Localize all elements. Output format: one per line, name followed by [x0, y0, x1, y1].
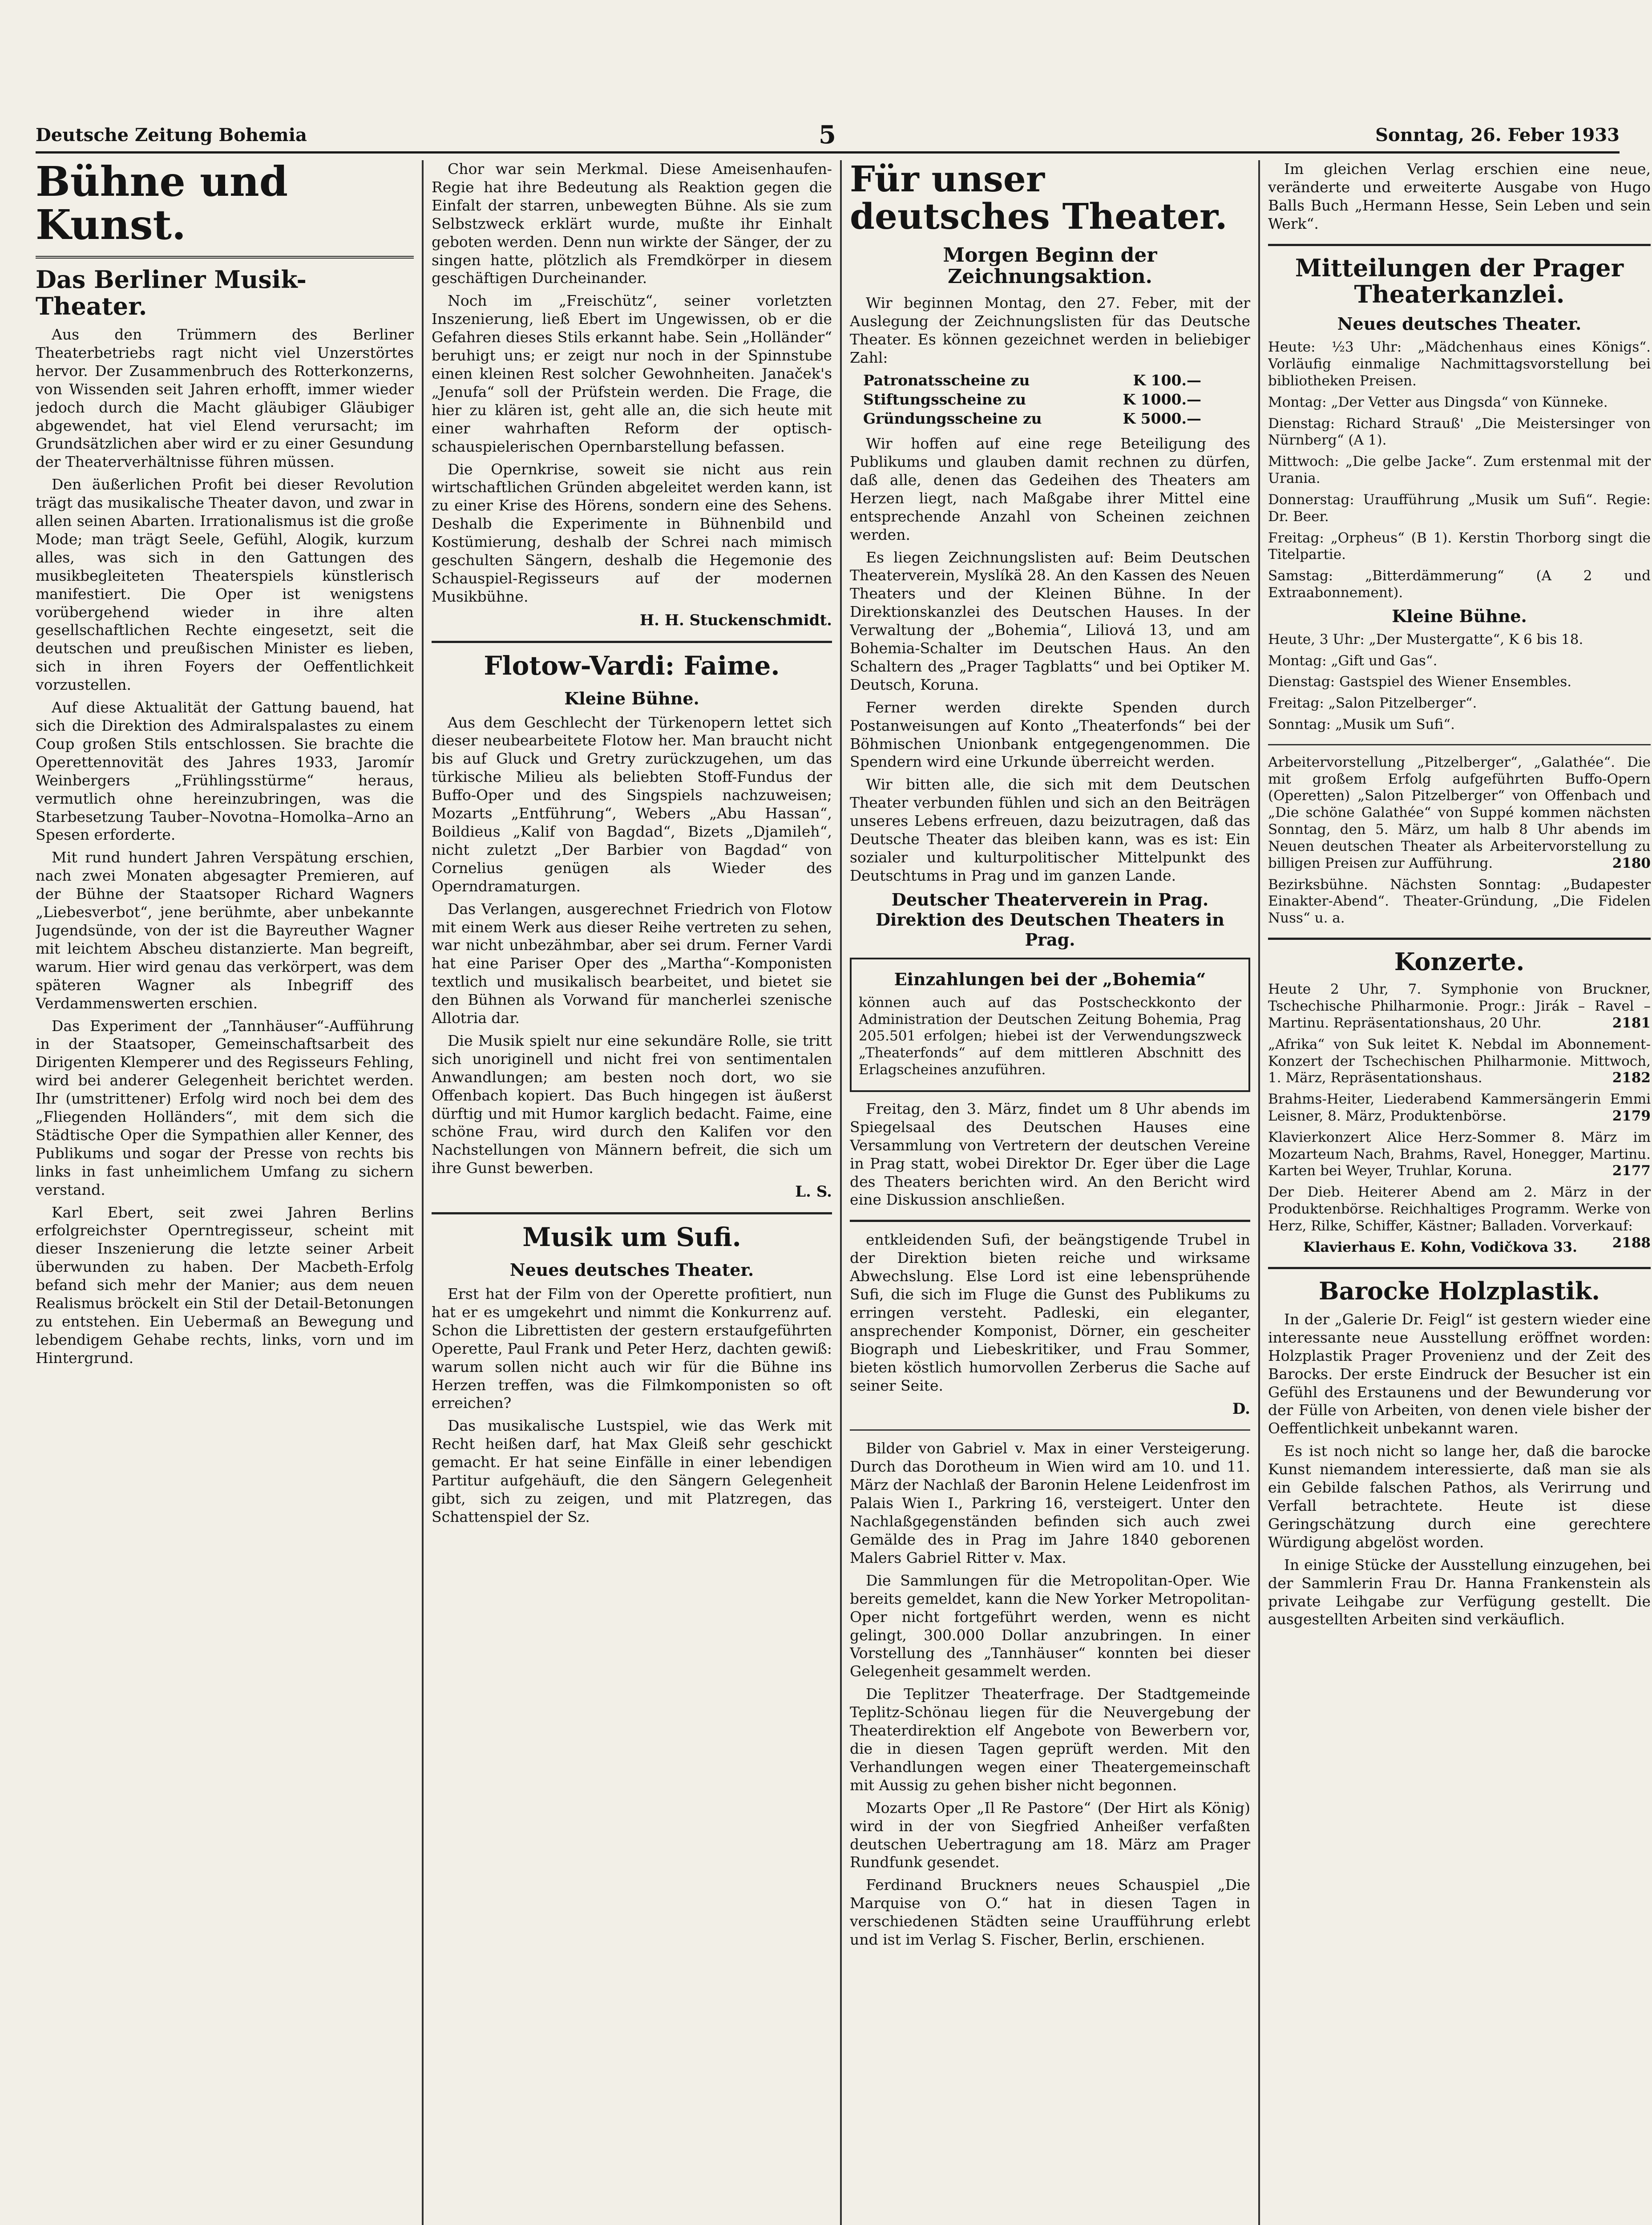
program-item: Donnerstag: Uraufführung „Musik um Sufi“. Regie: Dr. Beer.: [1268, 491, 1651, 525]
price-line: [863, 409, 1201, 429]
article-paragraph: entkleidenden Sufi, der beängstigende Trubel in der Direktion bieten reiche und wirksame Abwechslung. Else Lord ist eine lebensprühende Sufi, die sich im Fluge die Gunst des Publikums zu erringen versteht. Padleski, ein eleganter, ansprechender Komponist, Dörner, ein gescheiter Biograph und Liebeskritiker, und Frau Sommer, bieten köstlich humorvollen Zerberus die Sache auf seiner Seite.: [850, 1231, 1250, 1394]
column-rule: [422, 160, 424, 2225]
article-subtitle: Neues deutsches Theater.: [509, 1260, 754, 1280]
meeting-notice: Freitag, den 3. März, findet um 8 Uhr abends im Spiegelsaal des Deutschen Hauses eine Versammlung von Vertretern der deutschen Vereine in Prag statt, wobei Direktor Dr. Eger über die Lage des Theaters berichten wird. An den Bericht wird eine Diskussion anschließen.: [850, 1100, 1250, 1209]
concert-text: Brahms-Heiter, Liederabend Kammersängerin Emmi Leisner, 8. März, Produktenbörse.: [1268, 1091, 1651, 1125]
article-paragraph: Chor war sein Merkmal. Diese Ameisenhaufen-Regie hat ihre Bedeutung als Reaktion gegen die Einfalt der starren, unbewegten Bühne. Als sie zum Selbstzweck erklärt wurde, mußte ihr Einhalt geboten werden. Denn nun wirkte der Sänger, der zu singen hatte, plötzlich als Fremdkörper in diesem geschäftigen Durcheinander.: [432, 160, 832, 287]
divider: [850, 1429, 1250, 1431]
divider: [432, 641, 832, 643]
theater-name: Neues deutsches Theater.: [1337, 314, 1582, 334]
news-item: Bilder von Gabriel v. Max in einer Versteigerung. Durch das Dorotheum in Wien wird am 10. und 11. März der Nachlaß der Baronin Helene Leidenfrost im Palais Wien I., Parkring 16, versteigert. Unter den Nachlaßgegenständen befinden sich auch zwei Gemälde des in Prag im Jahre 1840 geborenen Malers Gabriel Ritter v. Max.: [850, 1440, 1250, 1566]
program-item: Dienstag: Richard Strauß' „Die Meistersinger von Nürnberg“ (A 1).: [1268, 415, 1651, 449]
article-paragraph: Die Opernkrise, soweit sie nicht aus rein wirtschaftlichen Gründen abgeleitet werden kann, ist zu einer Krise des Hörens, sondern eine des Sehens. Deshalb die Experimente in Bühnenbild und Kostümierung, deshalb der Schrei nach mimisch geschulten Sängern, deshalb die Hegemonie des Schauspiel-Regisseurs auf der modernen Musikbühne.: [432, 460, 832, 605]
article-paragraph: Karl Ebert, seit zwei Jahren Berlins erfolgreichster Operntregisseur, scheint mit dieser Inszenierung die letzte seiner Arbeit überwunden zu haben. Der Macbeth-Erfolg befand sich mehr der Manier; aus dem neuen Realismus bröckelt ein Stil der Detail-Betonungen zu entstehen. Ein Uebermaß an Bewegung und lebendigem Gehabe rechts, links, vorn und im Hintergrund.: [36, 1203, 414, 1367]
price-value: K 100.—: [1133, 372, 1201, 389]
section-title: Bühne und Kunst.: [36, 160, 288, 249]
article-paragraph: Wir bitten alle, die sich mit dem Deutschen Theater verbunden fühlen und sich an den Beiträgen unseres Lebens erfreuen, dazu beizutragen, daß das Deutsche Theater das bleiben kann, was es ist: Ein sozialer und kulturpolitischer Mittelpunkt des Deutschtums in Prag und im ganzen Lande.: [850, 776, 1250, 884]
price-label: Gründungsscheine zu: [863, 410, 1042, 428]
program-item: Dienstag: Gastspiel des Wiener Ensembles.: [1268, 674, 1572, 690]
section-title: Barocke Holzplastik.: [1318, 1276, 1600, 1305]
theater-name: Kleine Bühne.: [1392, 606, 1527, 626]
article-paragraph: Wir hoffen auf eine rege Beteiligung des Publikums und glauben damit rechnen zu dürfen, daß alle, denen das Gedeihen des Theaters am Herzen liegt, nach Maßgabe ihrer Mittel eine entsprechende Anzahl von Scheinen zeichnen werden.: [850, 435, 1250, 543]
announcement: [1268, 754, 1651, 872]
article-paragraph: Auf diese Aktualität der Gattung bauend, hat sich die Direktion des Admiralspalastes zu einem Coup großen Stils entschlossen. Sie brachte die Operettennovität des Jahres 1933, Jaromír Weinbergers „Frühlingsstürme“ heraus, vermutlich ohne hereinzubringen, was die Starbesetzung Tauber–Novotna–Homolka–Arno an Spesen erforderte.: [36, 699, 414, 844]
article-paragraph: In der „Galerie Dr. Feigl“ ist gestern wieder eine interessante neue Ausstellung eröffnet worden: Holzplastik Prager Provenienz und der Zeit des Barocks. Der erste Eindruck der Besucher ist ein Gefühl des Erstaunens und der Bewunderung vor der Fülle von Arbeiten, von denen viele bisher der Oeffentlichkeit unbekannt waren.: [1268, 1310, 1651, 1437]
price-label: Patronatsscheine zu: [863, 372, 1030, 389]
ad-number: 2182: [1612, 1070, 1651, 1086]
article-paragraph: Aus den Trümmern des Berliner Theaterbetriebs ragt nicht viel Unzerstörtes hervor. Der Zusammenbruch des Rotterkonzerns, von Wissenden seit Jahren erhofft, immer wieder jedoch durch die Macht gläubiger Gläubiger abgewendet, hat viel Elend verursacht; im Grundsätzlichen aber wird er zu einer Gesundung der Theaterverhältnisse führen müssen.: [36, 325, 414, 471]
divider: [1268, 244, 1651, 246]
program-item: Heute: ½3 Uhr: „Mädchenhaus eines Königs“. Vorläufig einmalige Nachmittagsvorstellung bei bibliotheken Preisen.: [1268, 339, 1651, 389]
news-item: Ferdinand Bruckners neues Schauspiel „Die Marquise von O.“ hat in diesen Tagen in verschiedenen Städten seine Uraufführung erlebt und ist im Verlag S. Fischer, Berlin, erschienen.: [850, 1876, 1250, 1949]
box-title: Einzahlungen bei der „Bohemia“: [894, 969, 1206, 989]
concert-listing: [1268, 981, 1651, 1032]
price-line: [863, 371, 1201, 390]
program-item: Montag: „Der Vetter aus Dingsda“ von Künneke.: [1268, 394, 1608, 410]
concert-footer: Klavierhaus E. Kohn, Vodičkova 33.: [1303, 1239, 1577, 1255]
article-paragraph: Noch im „Freischütz“, seiner vorletzten Inszenierung, ließ Ebert im Ungewissen, ob er die Gefahren dieses Stils erkannt habe. Sein „Holländer“ beruhigt uns; er zeigt nur noch in der Spinnstube einen kleinen Rest solcher Gewohnheiten. Janaček's „Jenufa“ soll der Prüfstein werden. Die Frage, die hier zu klären ist, geht alle an, die sich heute mit einer wahrhaften Reform der optisch-schauspielerischen Opernbarstellung befassen.: [432, 292, 832, 455]
article-paragraph: Den äußerlichen Profit bei dieser Revolution trägt das musikalische Theater davon, und zwar in allen seinen Abarten. Irrationalismus ist die große Mode; man trägt Seele, Gefühl, Alogik, kurzum alles, was sich in den Gattungen des musikbegleiteten Theaterspiels künstlerisch manifestiert. Die Oper ist wenigstens vorübergehend wieder in ihre alten gesellschaftlichen Rechte eingesetzt, seit die deutschen und preußischen Minister es lieben, sich in ihren Foyers der Oeffentlichkeit vorzustellen.: [36, 476, 414, 694]
issue-date: Sonntag, 26. Feber 1933: [1375, 125, 1620, 146]
price-value: K 1000.—: [1123, 391, 1201, 409]
ad-number: 2179: [1612, 1108, 1651, 1125]
column-2: [432, 160, 832, 2225]
program-item: Freitag: „Orpheus“ (B 1). Kerstin Thorborg singt die Titelpartie.: [1268, 530, 1651, 563]
article-paragraph: Das Verlangen, ausgerechnet Friedrich von Flotow mit einem Werk aus dieser Reihe vertreten zu sehen, war nicht unbezähmbar, aber sei drum. Ferner Vardi hat eine Pariser Oper des „Martha“-Komponisten textlich und musikalisch bearbeitet, und bietet sie den Bühnen als Vorwand für mancherlei szenische Allotria dar.: [432, 900, 832, 1027]
article-signature: H. H. Stuckenschmidt.: [640, 611, 832, 629]
concert-text: Der Dieb. Heiterer Abend am 2. März in der Produktenbörse. Reichhaltiges Programm. Werke von Herz, Rilke, Schiffer, Kästner; Balladen. Vorverkauf:: [1268, 1184, 1651, 1234]
column-rule: [840, 160, 842, 2225]
article-paragraph: Das Experiment der „Tannhäuser“-Aufführung in der Staatsoper, Gemeinschaftsarbeit des Dirigenten Klemperer und des Regisseurs Fehling, wird bei anderer Gelegenheit berichtet werden. Ihr (umstrittener) Erfolg wird noch bei dem des „Fliegenden Holländers“, mit dem sich die Städtische Oper die Sympathien aller Kenner, des Publikums und sogar der Presse von rechts bis links in fast unheimlichem Umfang zu sichern verstand.: [36, 1017, 414, 1198]
article-paragraph: Aus dem Geschlecht der Türkenopern lettet sich dieser neubearbeitete Flotow her. Man braucht nicht bis auf Gluck und Gretry zurückzugehen, um das türkische Milieu als beliebten Stoff-Fundus der Buffo-Oper und des Singspiels nachzuweisen; Mozarts „Entführung“, Webers „Abu Hassan“, Boildieus „Kalif von Bagdad“, Bizets „Djamileh“, nicht zuletzt „Der Barbier von Bagdad“ von Cornelius genügen als Wieder des Operndramaturgen.: [432, 713, 832, 895]
concert-text: Heute 2 Uhr, 7. Symphonie von Bruckner, Tschechische Philharmonie. Progr.: Jirák – Ravel – Martinu. Repräsentationshaus, 20 Uhr.: [1268, 981, 1651, 1031]
page-header: [36, 120, 1620, 154]
article-signature: D.: [1232, 1400, 1250, 1418]
article-title: Das Berliner Musik-Theater.: [36, 265, 307, 320]
section-title: Für unser deutsches Theater.: [850, 160, 1228, 237]
announcement-text: Arbeitervorstellung „Pitzelberger“, „Galathée“. Die mit großem Erfolg aufgeführten Buffo-Opern (Operetten) „Salon Pitzelberger“ von Offenbach und „Die schöne Galathée“ von Suppé kommen nächsten Sonntag, den 5. März, um halb 8 Uhr abends im Neuen deutschen Theater als Arbeitervorstellung zu billigen Preisen zur Aufführung.: [1268, 754, 1651, 871]
divider: [1268, 938, 1651, 940]
article-paragraph: Wir beginnen Montag, den 27. Feber, mit der Auslegung der Zeichnungslisten für das Deutsche Theater. Es können gezeichnet werden in beliebiger Zahl:: [850, 294, 1250, 366]
program-item: Mittwoch: „Die gelbe Jacke“. Zum erstenmal mit der Urania.: [1268, 453, 1651, 487]
article-paragraph: Im gleichen Verlag erschien eine neue, veränderte und erweiterte Ausgabe von Hugo Balls Buch „Hermann Hesse, Sein Leben und sein Werk“.: [1268, 160, 1651, 232]
ad-number: 2188: [1612, 1234, 1651, 1251]
divider: [850, 1220, 1250, 1222]
ad-number: 2181: [1612, 1015, 1651, 1031]
section-title: Mitteilungen der Prager Theaterkanzlei.: [1295, 253, 1624, 309]
price-line: [863, 390, 1201, 409]
news-item: Die Sammlungen für die Metropolitan-Oper. Wie bereits gemeldet, kann die New Yorker Metropolitan-Oper nicht fortgeführt werden, wenn es nicht gelingt, 300.000 Dollar anzubringen. In einer Vorstellung des „Tannhäuser“ konnten bei dieser Gelegenheit gesammelt werden.: [850, 1571, 1250, 1680]
page-number: 5: [819, 120, 836, 150]
news-item: Die Teplitzer Theaterfrage. Der Stadtgemeinde Teplitz-Schönau liegen für die Neuvergebung der Theaterdirektion elf Angebote von Bewerbern vor, die in diesen Tagen geprüft werden. Mit den Verhandlungen wegen einer Theatergemeinschaft mit Aussig zu gehen bisher nicht begonnen.: [850, 1685, 1250, 1794]
ad-number: 2177: [1612, 1163, 1651, 1179]
divider: [432, 1212, 832, 1214]
article-paragraph: Es ist noch nicht so lange her, daß die barocke Kunst niemandem interessierte, daß man sie als ein Gebilde falschen Pathos, als Verirrung und Verfall betrachtete. Heute ist diese Geringschätzung durch eine gerechtere Würdigung abgelöst worden.: [1268, 1442, 1651, 1551]
article-paragraph: In einige Stücke der Ausstellung einzugehen, bei der Sammlerin Frau Dr. Hanna Frankenstein als private Leihgabe zur Verfügung gestellt. Die ausgestellten Arbeiten sind verkäuflich.: [1268, 1556, 1651, 1628]
price-label: Stiftungsscheine zu: [863, 391, 1026, 409]
concert-listing: [1268, 1036, 1651, 1087]
article-title: Flotow-Vardi: Faime.: [484, 650, 780, 681]
concert-listing: [1268, 1129, 1651, 1180]
divider: [1268, 744, 1651, 745]
ad-number: 2180: [1612, 855, 1651, 871]
news-item: Mozarts Oper „Il Re Pastore“ (Der Hirt als König) wird in der von Siegfried Anheißer verfaßten deutschen Uebertragung am 18. März am Prager Rundfunk gesendet.: [850, 1799, 1250, 1871]
article-subtitle: Kleine Bühne.: [564, 688, 699, 708]
newspaper-name: Deutsche Zeitung Bohemia: [36, 125, 307, 146]
program-item: Samstag: „Bitterdämmerung“ (A 2 und Extraabonnement).: [1268, 568, 1651, 601]
column-rule: [1258, 160, 1260, 2225]
program-item: Montag: „Gift und Gas“.: [1268, 652, 1438, 669]
program-item: Heute, 3 Uhr: „Der Mustergatte“, K 6 bis 18.: [1268, 631, 1583, 647]
concert-listing: [1268, 1091, 1651, 1125]
article-paragraph: Mit rund hundert Jahren Verspätung erschien, nach zwei Monaten abgesagter Premieren, auf der Bühne der Staatsoper Richard Wagners „Liebesverbot“, jene berühmte, aber unbekannte Jugendsünde, von der ist die Bayreuther Wagner mit leichtem Abscheu distanzierte. Man begreift, warum. Hier wird genau das verkörpert, was dem späteren Wagner als Inbegriff des Verdammenswerten erschien.: [36, 849, 414, 1012]
subscription-prices: [863, 371, 1250, 429]
article-paragraph: Erst hat der Film von der Operette profitiert, nun hat er es umgekehrt und nimmt die Konkurrenz auf. Schon die Librettisten der gestern erstaufgeführten Operette, Paul Frank und Peter Herz, dachten gewiß: warum sollen nicht auch wir für die Bühne ins Herzen treffen, was die Filmkomponisten so oft erreichen?: [432, 1285, 832, 1412]
column-4: [1268, 160, 1651, 2225]
article-signature: L. S.: [795, 1183, 832, 1201]
divider: [1268, 1267, 1651, 1269]
price-value: K 5000.—: [1123, 410, 1201, 428]
signers: Deutscher Theaterverein in Prag. Direktion des Deutschen Theaters in Prag.: [875, 889, 1225, 950]
announcement: Bezirksbühne. Nächsten Sonntag: „Budapester Einakter-Abend“. Theater-Gründung, „Die Fidelen Nuss“ u. a.: [1268, 876, 1651, 926]
column-1: [36, 160, 414, 2225]
article-subtitle: Morgen Beginn der Zeichnungsaktion.: [943, 244, 1157, 288]
article-paragraph: Das musikalische Lustspiel, wie das Werk mit Recht heißen darf, hat Max Gleiß sehr geschickt gemacht. Er hat seine Einfälle in einer lebendigen Partitur aufgehäuft, die den Sängern Gelegenheit gibt, sich zu zeigen, und mit Platzregen, das Schattenspiel der Sz.: [432, 1417, 832, 1525]
article-paragraph: Die Musik spielt nur eine sekundäre Rolle, sie tritt sich unoriginell und nicht frei von sentimentalen Anwandlungen; am besten noch dort, wo sie Offenbach kopiert. Das Buch hingegen ist äußerst dürftig und mit Humor karglich bedacht. Faime, eine schöne Frau, wird durch den Kalifen vor den Nachstellungen von Männern befreit, die sich um ihre Gunst bewerben.: [432, 1032, 832, 1177]
box-text: können auch auf das Postscheckkonto der Administration der Deutschen Zeitung Bohemia, Prag 205.501 erfolgen; hiebei ist der Verwendungszweck „Theaterfonds“ auf dem mittleren Abschnitt des Erlagscheines anzuführen.: [859, 994, 1241, 1078]
concert-text: „Afrika“ von Suk leitet K. Nebdal im Abonnement-Konzert der Tschechischen Philharmonie. Mittwoch, 1. März, Repräsentationshaus.: [1268, 1036, 1651, 1086]
article-paragraph: Es liegen Zeichnungslisten auf: Beim Deutschen Theaterverein, Myslíkä 28. An den Kassen des Neuen Theaters und der Kleinen Bühne. In der Direktionskanzlei des Deutschen Hauses. In der Verwaltung der „Bohemia“, Liliová 13, und am Bohemia-Schalter im Deutschen Haus. An den Schaltern des „Prager Tagblatts“ und bei Optiker M. Deutsch, Koruna.: [850, 548, 1250, 693]
article-title: Musik um Sufi.: [522, 1222, 741, 1253]
section-title: Konzerte.: [1394, 947, 1525, 976]
column-3: [850, 160, 1250, 2225]
program-item: Sonntag: „Musik um Sufi“.: [1268, 716, 1455, 733]
concert-text: Klavierkonzert Alice Herz-Sommer 8. März im Mozarteum Nach, Brahms, Ravel, Honegger, Martinu. Karten bei Weyer, Truhlar, Koruna.: [1268, 1129, 1651, 1179]
program-item: Freitag: „Salon Pitzelberger“.: [1268, 695, 1477, 712]
divider: [36, 256, 414, 259]
article-paragraph: Ferner werden direkte Spenden durch Postanweisungen auf Konto „Theaterfonds“ bei der Böhmischen Unionbank entgegengenommen. Die Spendern wird eine Urkunde überreicht werden.: [850, 698, 1250, 771]
payment-box: [850, 958, 1250, 1092]
